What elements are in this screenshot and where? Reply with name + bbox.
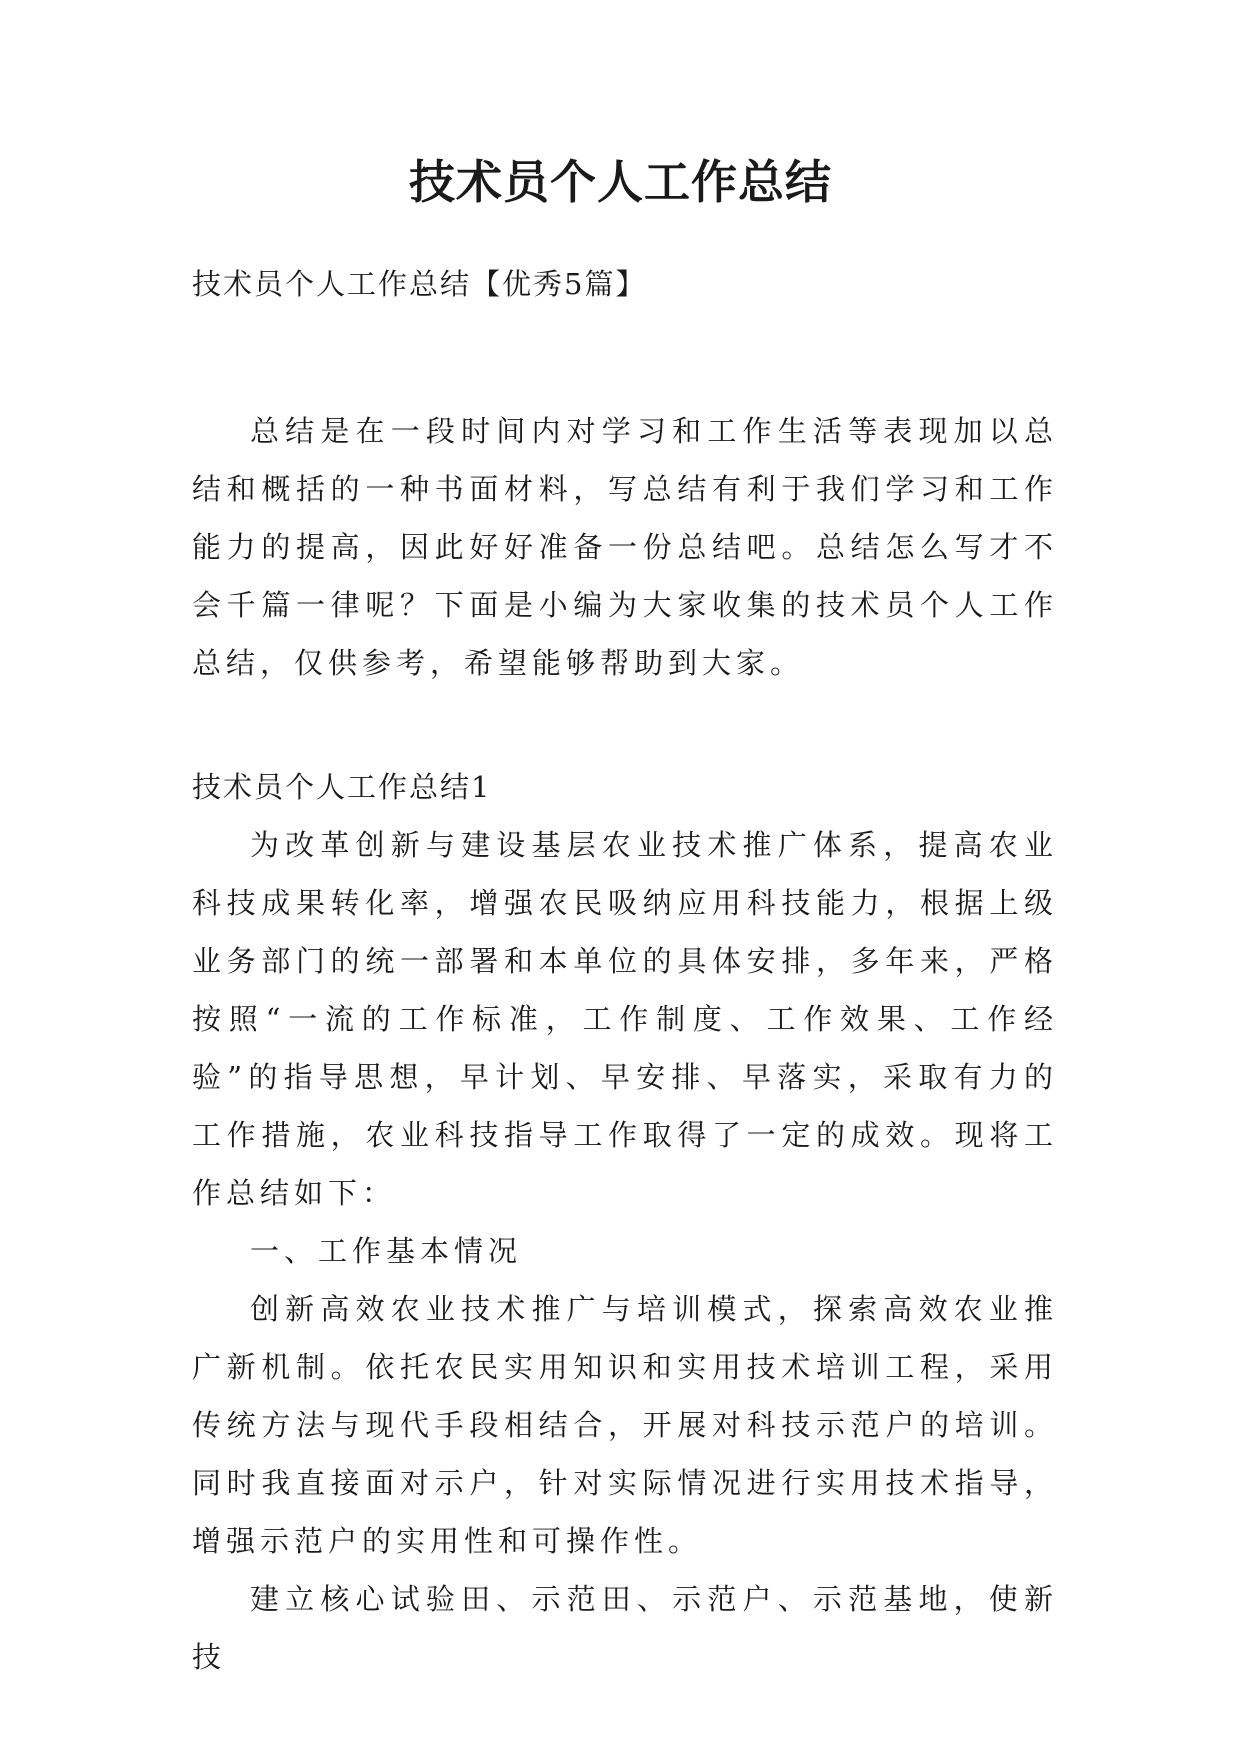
document-title: 技术员个人工作总结 [409, 155, 832, 209]
document-subtitle: 技术员个人工作总结【优秀5篇】 [192, 267, 647, 301]
intro-block [192, 402, 1058, 692]
subheading-paragraph: 一、工作基本情况 [250, 1234, 523, 1268]
body-paragraph: 建立核心试验田、示范田、示范户、示范基地，使新技 [192, 1582, 1058, 1674]
body-paragraph: 创新高效农业技术推广与培训模式，探索高效农业推广新机制。依托农民实用知识和实用技术培训工程，采用传统方法与现代手段相结合，开展对科技示范户的培训。同时我直接面对示户，针对实际情况进行实用技术指导，增强示范户的实用性和可操作性。 [192, 1292, 1058, 1558]
section-1 [192, 758, 1058, 1686]
section-heading: 技术员个人工作总结1 [192, 770, 492, 804]
body-paragraph: 为改革创新与建设基层农业技术推广体系，提高农业科技成果转化率，增强农民吸纳应用科技能力，根据上级业务部门的统一部署和本单位的具体安排，多年来，严格按照“一流的工作标准，工作制度、工作效果、工作经验”的指导思想，早计划、早安排、早落实，采取有力的工作措施，农业科技指导工作取得了一定的成效。现将工作总结如下： [192, 828, 1058, 1210]
intro-paragraph: 总结是在一段时间内对学习和工作生活等表现加以总结和概括的一种书面材料，写总结有利于我们学习和工作能力的提高，因此好好准备一份总结吧。总结怎么写才不会千篇一律呢？下面是小编为大家收集的技术员个人工作总结，仅供参考，希望能够帮助到大家。 [192, 414, 1058, 680]
